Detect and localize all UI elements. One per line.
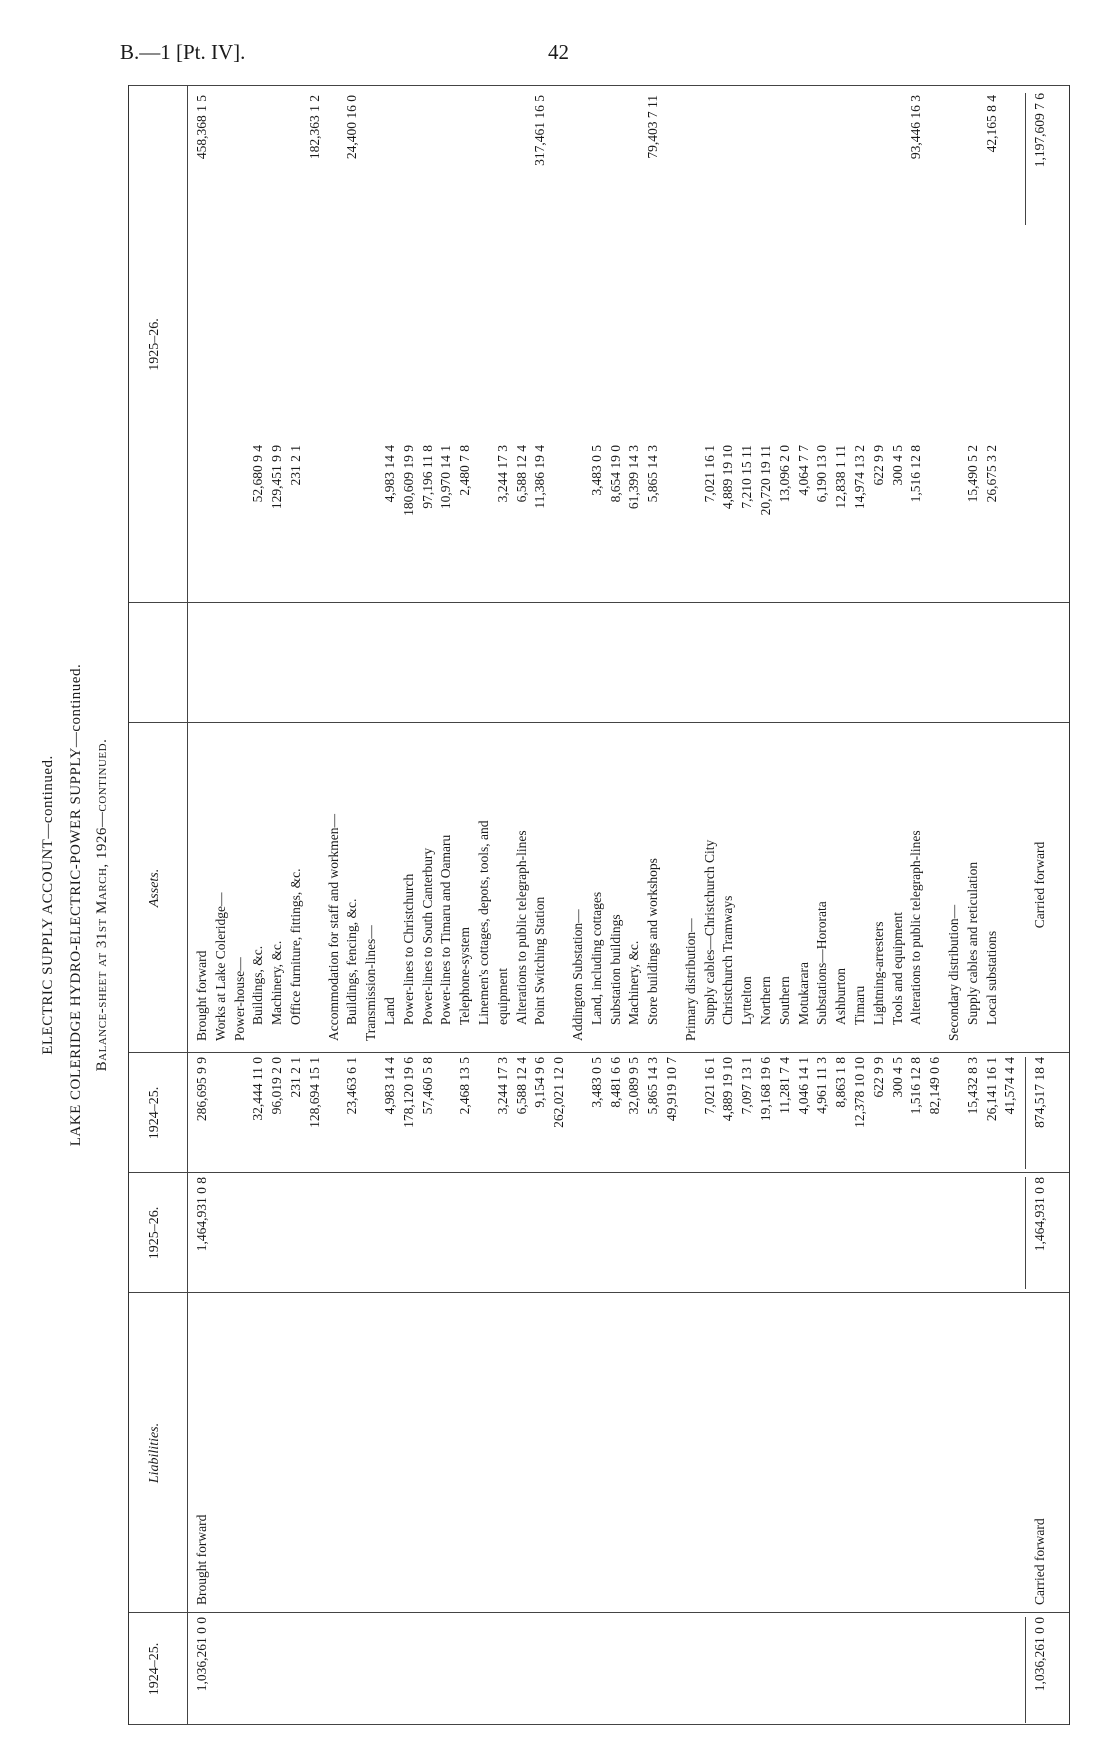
asset-row-curr-total-amount bbox=[663, 95, 680, 245]
asset-row-prev-amount: 49,919 10 7 bbox=[664, 1057, 679, 1122]
asset-row-curr-item-amount bbox=[306, 445, 323, 595]
asset-row-prev-amount: 4,889 19 10 bbox=[720, 1057, 736, 1122]
asset-cf-label: Carried forward bbox=[1032, 841, 1047, 929]
asset-row-curr-total-amount bbox=[851, 95, 868, 245]
asset-row-prev-amount bbox=[362, 1057, 379, 1169]
asset-row-prev-amount: 5,865 14 3 bbox=[645, 1057, 661, 1115]
asset-row-curr-total-amount bbox=[795, 95, 812, 245]
asset-row-label: Power-lines to South Canterbury bbox=[419, 847, 435, 1025]
asset-row-curr-total-amount bbox=[1001, 95, 1018, 245]
asset-row-prev-amount bbox=[231, 1057, 248, 1169]
asset-row-label: Tools and equipment bbox=[889, 911, 905, 1025]
asset-row-curr-item-amount: 20,720 19 11 bbox=[758, 445, 773, 516]
asset-row-curr-item-amount bbox=[212, 445, 229, 595]
asset-row-label: Buildings, &c. bbox=[250, 945, 266, 1025]
asset-row-label: Alterations to public telegraph-lines bbox=[908, 830, 924, 1025]
asset-row-prev-amount: 9,154 9 6 bbox=[532, 1057, 548, 1108]
asset-row-curr-item-amount bbox=[1001, 445, 1018, 595]
asset-row-curr-total-amount bbox=[437, 95, 454, 245]
asset-row-prev-amount: 23,463 6 1 bbox=[344, 1057, 360, 1115]
asset-row-curr-item-amount: 11,386 19 4 bbox=[532, 445, 548, 509]
asset-row-curr-item-amount bbox=[231, 445, 248, 595]
asset-row-curr-item-amount: 622 9 9 bbox=[870, 445, 886, 486]
asset-row-curr-total-amount bbox=[419, 95, 436, 245]
asset-row-prev-amount: 19,168 19 6 bbox=[758, 1057, 773, 1122]
liab-cf-curr: 1,464,931 0 8 bbox=[1032, 1177, 1047, 1252]
asset-row-prev-amount: 231 2 1 bbox=[288, 1057, 303, 1098]
asset-row-curr-item-amount: 1,516 12 8 bbox=[908, 445, 924, 503]
asset-row-curr-total-amount bbox=[212, 95, 229, 245]
assets-curr-year-header: 1925–26. bbox=[147, 318, 162, 371]
asset-row-curr-item-amount: 4,889 19 10 bbox=[720, 445, 736, 510]
asset-row-prev-amount: 8,481 6 6 bbox=[607, 1057, 623, 1108]
asset-row-prev-amount: 1,516 12 8 bbox=[908, 1057, 924, 1115]
asset-row-label: Timaru bbox=[852, 985, 867, 1025]
asset-row-curr-item-amount: 129,451 9 9 bbox=[269, 445, 285, 510]
asset-row-prev-amount: 3,244 17 3 bbox=[494, 1057, 510, 1115]
asset-row-label: Linemen's cottages, depots, tools, and bbox=[476, 820, 491, 1025]
asset-row-curr-total-amount bbox=[400, 95, 417, 245]
asset-row-label: Christchurch Tramways bbox=[720, 895, 736, 1025]
asset-row-label: Southern bbox=[776, 976, 792, 1025]
asset-row-curr-total-amount bbox=[870, 95, 887, 245]
asset-row-prev-amount bbox=[437, 1057, 454, 1169]
asset-row-curr-item-amount bbox=[362, 445, 379, 595]
asset-row-prev-amount: 11,281 7 4 bbox=[776, 1057, 792, 1114]
liab-cf-prev: 1,036,261 0 0 bbox=[1032, 1617, 1047, 1692]
asset-row-label: Power-house— bbox=[231, 957, 247, 1041]
asset-row-curr-item-amount: 3,244 17 3 bbox=[494, 445, 510, 503]
asset-row-curr-total-amount bbox=[362, 95, 379, 245]
asset-row-label: Substations—Hororata bbox=[814, 901, 830, 1025]
liab-cf-label: Carried forward bbox=[1032, 1518, 1047, 1605]
asset-row-curr-total-amount bbox=[231, 95, 248, 245]
asset-row-curr-total-amount bbox=[926, 95, 943, 245]
asset-row-curr-item-amount bbox=[550, 445, 567, 595]
asset-row-prev-amount: 7,021 16 1 bbox=[701, 1057, 717, 1115]
asset-row-label: Works at Lake Coleridge— bbox=[212, 892, 228, 1041]
asset-row-prev-amount: 4,961 11 3 bbox=[814, 1057, 830, 1114]
asset-row-curr-item-amount bbox=[945, 445, 962, 595]
asset-row-curr-total-amount bbox=[494, 95, 511, 245]
asset-row-prev-amount: 4,983 14 4 bbox=[382, 1057, 397, 1115]
asset-row-curr-total-amount: 24,400 16 0 bbox=[344, 95, 360, 160]
title-scheme: LAKE COLERIDGE HYDRO-ELECTRIC-POWER SUPPLY—continued. bbox=[68, 663, 84, 1147]
asset-row-prev-amount: 178,120 19 6 bbox=[400, 1057, 416, 1128]
asset-row-curr-total-amount bbox=[738, 95, 755, 245]
asset-row-prev-amount bbox=[682, 1057, 699, 1169]
asset-row-label: Machinery, &c. bbox=[269, 940, 285, 1025]
asset-row-curr-total-amount bbox=[513, 95, 530, 245]
asset-row-curr-total-amount: 79,403 7 11 bbox=[645, 95, 661, 159]
asset-row-curr-item-amount: 7,210 15 11 bbox=[739, 445, 755, 509]
asset-row-curr-total-amount: 317,461 16 5 bbox=[532, 95, 548, 166]
asset-row-label bbox=[663, 725, 680, 1041]
asset-row-prev-amount: 57,460 5 8 bbox=[419, 1057, 435, 1115]
asset-row-curr-total-amount: 93,446 16 3 bbox=[908, 95, 924, 160]
asset-row-label: Power-lines to Timaru and Oamaru bbox=[438, 834, 454, 1025]
asset-row-curr-total-amount bbox=[550, 95, 567, 245]
assets-prev-year-header: 1924–25. bbox=[147, 1086, 162, 1140]
asset-row-curr-total-amount bbox=[569, 95, 586, 245]
asset-row-curr-item-amount: 15,490 5 2 bbox=[964, 445, 980, 503]
asset-row-label: Brought forward bbox=[194, 950, 209, 1041]
asset-row-label: Secondary distribution— bbox=[946, 904, 961, 1041]
page-number: 42 bbox=[548, 40, 569, 64]
asset-row-prev-amount: 96,019 2 0 bbox=[269, 1057, 285, 1115]
asset-row-curr-total-amount bbox=[588, 95, 605, 245]
asset-row-label: Motukarara bbox=[795, 962, 811, 1025]
asset-row-curr-total-amount bbox=[757, 95, 774, 245]
liabilities-curr-year-header: 1925–26. bbox=[147, 1206, 162, 1260]
asset-row-prev-amount: 286,695 9 9 bbox=[194, 1057, 209, 1122]
asset-row-label: Ashburton bbox=[833, 968, 849, 1025]
asset-row-label: Northern bbox=[758, 976, 773, 1025]
asset-row-label: Supply cables—Christchurch City bbox=[701, 839, 717, 1025]
assets-header: Assets. bbox=[147, 868, 162, 908]
asset-row-label: Store buildings and workshops bbox=[645, 858, 661, 1025]
asset-row-curr-item-amount: 3,483 0 5 bbox=[588, 445, 604, 496]
asset-row-curr-item-amount: 4,983 14 4 bbox=[382, 445, 397, 503]
asset-row-curr-total-amount bbox=[701, 95, 718, 245]
asset-row-label: Land bbox=[382, 997, 397, 1025]
liabilities-header: Liabilities. bbox=[147, 1422, 162, 1484]
liabilities-prev-year-header: 1924–25. bbox=[147, 1642, 162, 1696]
liab-curr-rule bbox=[1025, 1177, 1026, 1289]
asset-row-label: Supply cables and reticulation bbox=[964, 861, 980, 1025]
asset-row-label: Transmission-lines— bbox=[363, 925, 379, 1041]
asset-row-curr-item-amount bbox=[475, 445, 492, 595]
asset-row-prev-amount: 262,021 12 0 bbox=[551, 1057, 567, 1128]
asset-row-curr-item-amount: 12,838 1 11 bbox=[833, 445, 849, 509]
asset-row-prev-amount bbox=[569, 1057, 586, 1169]
asset-row-prev-amount: 12,378 10 10 bbox=[852, 1057, 867, 1128]
asset-row-curr-item-amount: 7,021 16 1 bbox=[701, 445, 717, 503]
asset-row-curr-item-amount: 6,190 13 0 bbox=[814, 445, 830, 503]
asset-row-curr-total-amount bbox=[682, 95, 699, 245]
asset-row-prev-amount: 3,483 0 5 bbox=[588, 1057, 604, 1108]
asset-row-prev-amount: 26,141 16 1 bbox=[983, 1057, 999, 1122]
asset-row-label bbox=[1001, 725, 1018, 1041]
asset-row-curr-total-amount bbox=[249, 95, 266, 245]
asset-row-curr-item-amount bbox=[325, 445, 342, 595]
asset-prev-rule bbox=[1025, 1057, 1026, 1169]
asset-row-prev-amount: 4,046 14 1 bbox=[795, 1057, 811, 1115]
asset-row-curr-item-amount bbox=[343, 445, 360, 595]
asset-row-label: Accommodation for staff and workmen— bbox=[325, 814, 341, 1041]
asset-row-label: Lyttelton bbox=[739, 976, 755, 1025]
asset-row-label: Land, including cottages bbox=[588, 891, 604, 1025]
asset-row-curr-total-amount bbox=[381, 95, 398, 245]
asset-row-curr-item-amount bbox=[193, 445, 210, 595]
asset-row-curr-item-amount: 8,654 19 0 bbox=[607, 445, 623, 503]
asset-row-curr-total-amount bbox=[813, 95, 830, 245]
asset-row-prev-amount bbox=[212, 1057, 229, 1169]
asset-row-curr-total-amount: 182,363 1 2 bbox=[306, 95, 322, 160]
asset-row-label: Power-lines to Christchurch bbox=[400, 873, 416, 1025]
asset-row-curr-total-amount bbox=[625, 95, 642, 245]
asset-row-prev-amount: 622 9 9 bbox=[870, 1057, 886, 1098]
asset-row-prev-amount: 128,694 15 1 bbox=[306, 1057, 322, 1128]
asset-row-curr-item-amount bbox=[569, 445, 586, 595]
asset-row-label: Office furniture, fittings, &c. bbox=[288, 868, 303, 1025]
liab-bf-label: Brought forward bbox=[194, 1514, 209, 1605]
asset-row-prev-amount: 82,149 0 6 bbox=[927, 1057, 943, 1115]
asset-row-curr-item-amount bbox=[682, 445, 699, 595]
asset-row-label: equipment bbox=[494, 968, 510, 1025]
asset-row-curr-total-amount bbox=[776, 95, 793, 245]
asset-row-curr-item-amount: 14,974 13 2 bbox=[852, 445, 867, 510]
asset-curr-rule bbox=[1025, 93, 1026, 225]
asset-row-label: Telephone-system bbox=[457, 926, 473, 1025]
title-balance-sheet: Balance-sheet at 31st March, 1926—continued. bbox=[94, 738, 110, 1072]
asset-row-curr-item-amount: 61,399 14 3 bbox=[626, 445, 642, 510]
asset-cf-curr: 1,197,609 7 6 bbox=[1032, 93, 1047, 168]
asset-row-curr-total-amount bbox=[945, 95, 962, 245]
asset-row-curr-item-amount: 10,970 14 1 bbox=[438, 445, 454, 510]
asset-row-label: Addington Substation— bbox=[570, 909, 585, 1041]
rotated-balance-sheet bbox=[40, 85, 1080, 1725]
liab-bf-prev: 1,036,261 0 0 bbox=[194, 1617, 209, 1692]
asset-row-label: Buildings, fencing, &c. bbox=[344, 898, 360, 1025]
asset-row-curr-total-amount bbox=[889, 95, 906, 245]
asset-row-curr-total-amount bbox=[325, 95, 342, 245]
asset-row-prev-amount: 8,863 1 8 bbox=[833, 1057, 849, 1108]
asset-row-label bbox=[926, 725, 943, 1041]
asset-row-label: Substation buildings bbox=[607, 914, 623, 1025]
asset-row-label: Alterations to public telegraph-lines bbox=[513, 830, 529, 1025]
asset-row-curr-item-amount: 180,609 19 9 bbox=[400, 445, 416, 516]
asset-row-prev-amount bbox=[475, 1057, 492, 1169]
asset-row-label: Local substations bbox=[983, 930, 999, 1025]
asset-row-prev-amount: 32,444 11 0 bbox=[250, 1057, 266, 1121]
asset-row-prev-amount: 300 4 5 bbox=[889, 1057, 905, 1098]
asset-row-curr-item-amount bbox=[663, 445, 680, 595]
asset-row-label: Machinery, &c. bbox=[626, 940, 642, 1025]
asset-row-curr-item-amount bbox=[926, 445, 943, 595]
asset-row-curr-item-amount: 13,096 2 0 bbox=[776, 445, 792, 503]
asset-row-label: Point Switching Station bbox=[532, 896, 548, 1025]
asset-row-curr-total-amount bbox=[964, 95, 981, 245]
asset-row-prev-amount: 7,097 13 1 bbox=[739, 1057, 755, 1115]
asset-cf-prev: 874,517 18 4 bbox=[1032, 1057, 1047, 1128]
page-reference: B.—1 [Pt. IV]. bbox=[120, 40, 246, 64]
asset-row-curr-item-amount: 26,675 3 2 bbox=[983, 445, 999, 503]
asset-row-curr-total-amount bbox=[268, 95, 285, 245]
asset-row-curr-total-amount bbox=[287, 95, 304, 245]
asset-row-curr-item-amount: 2,480 7 8 bbox=[457, 445, 473, 496]
asset-row-label: Primary distribution— bbox=[682, 918, 698, 1041]
asset-row-prev-amount bbox=[945, 1057, 962, 1169]
asset-row-curr-item-amount: 97,196 11 8 bbox=[419, 445, 435, 509]
asset-row-prev-amount: 6,588 12 4 bbox=[513, 1057, 529, 1115]
asset-row-curr-item-amount: 300 4 5 bbox=[889, 445, 905, 486]
asset-row-label: Lightning-arresters bbox=[870, 921, 886, 1025]
asset-row-curr-total-amount bbox=[607, 95, 624, 245]
asset-row-label bbox=[550, 725, 567, 1041]
asset-row-curr-total-amount bbox=[832, 95, 849, 245]
asset-row-prev-amount bbox=[325, 1057, 342, 1169]
asset-row-curr-total-amount bbox=[719, 95, 736, 245]
liab-prev-rule bbox=[1025, 1617, 1026, 1723]
asset-row-label bbox=[306, 725, 323, 1041]
asset-row-curr-total-amount bbox=[456, 95, 473, 245]
asset-row-prev-amount: 41,574 4 4 bbox=[1002, 1057, 1018, 1115]
asset-row-prev-amount: 15,432 8 3 bbox=[964, 1057, 980, 1115]
title-account: ELECTRIC SUPPLY ACCOUNT—continued. bbox=[40, 755, 56, 1055]
asset-row-curr-item-amount: 231 2 1 bbox=[288, 445, 303, 486]
asset-row-curr-total-amount: 458,368 1 5 bbox=[194, 95, 209, 160]
asset-row-curr-item-amount: 5,865 14 3 bbox=[645, 445, 661, 503]
asset-row-curr-item-amount: 4,064 7 7 bbox=[795, 445, 811, 496]
asset-row-curr-item-amount: 52,680 9 4 bbox=[250, 445, 266, 503]
asset-row-curr-total-amount bbox=[475, 95, 492, 245]
liab-bf-curr: 1,464,931 0 8 bbox=[194, 1177, 209, 1252]
asset-row-prev-amount: 32,089 9 5 bbox=[626, 1057, 642, 1115]
asset-row-curr-item-amount: 6,588 12 4 bbox=[513, 445, 529, 503]
asset-row-prev-amount: 2,468 13 5 bbox=[457, 1057, 473, 1115]
asset-row-curr-total-amount: 42,165 8 4 bbox=[983, 95, 999, 153]
balance-sheet-table bbox=[128, 85, 1070, 1725]
